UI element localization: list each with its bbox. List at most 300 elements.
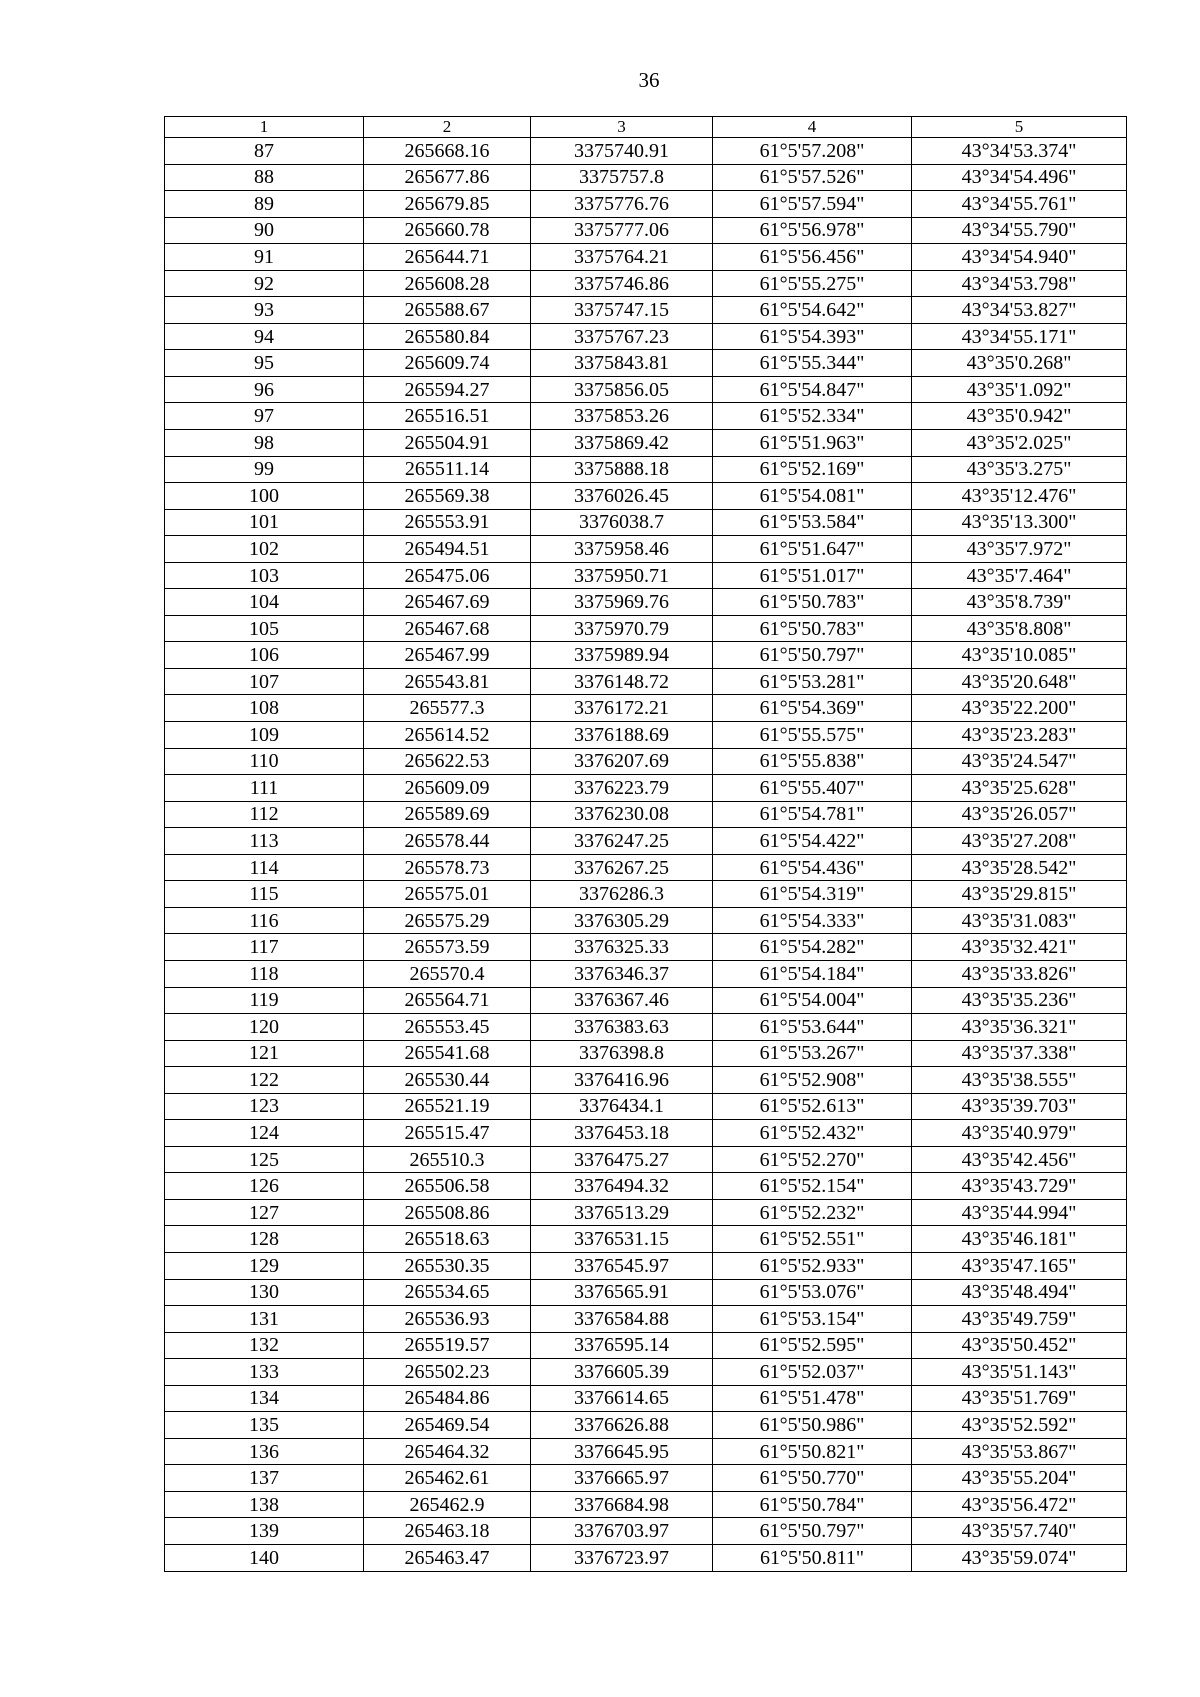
table-row	[165, 775, 1127, 802]
table-row	[165, 1014, 1127, 1041]
y-coordinate-cell: 3376172.21	[531, 695, 713, 722]
latitude-cell: 43°35'56.472"	[912, 1491, 1127, 1518]
x-coordinate-cell: 265515.47	[364, 1120, 531, 1147]
longitude-cell: 61°5'54.642"	[713, 297, 912, 324]
longitude-cell: 61°5'52.551"	[713, 1226, 912, 1253]
point-number-cell: 99	[165, 456, 364, 483]
latitude-cell: 43°35'44.994"	[912, 1199, 1127, 1226]
longitude-cell: 61°5'56.456"	[713, 244, 912, 271]
longitude-cell: 61°5'52.933"	[713, 1252, 912, 1279]
point-number-cell: 123	[165, 1093, 364, 1120]
x-coordinate-cell: 265543.81	[364, 668, 531, 695]
header-cell-y: 3	[531, 117, 713, 138]
x-coordinate-cell: 265502.23	[364, 1359, 531, 1386]
y-coordinate-cell: 3376703.97	[531, 1518, 713, 1545]
table-row	[165, 244, 1127, 271]
latitude-cell: 43°35'47.165"	[912, 1252, 1127, 1279]
table-row	[165, 297, 1127, 324]
table-row	[165, 509, 1127, 536]
x-coordinate-cell: 265534.65	[364, 1279, 531, 1306]
latitude-cell: 43°35'42.456"	[912, 1146, 1127, 1173]
x-coordinate-cell: 265573.59	[364, 934, 531, 961]
y-coordinate-cell: 3376475.27	[531, 1146, 713, 1173]
table-row	[165, 934, 1127, 961]
table-row	[165, 695, 1127, 722]
latitude-cell: 43°35'33.826"	[912, 960, 1127, 987]
longitude-cell: 61°5'54.319"	[713, 881, 912, 908]
y-coordinate-cell: 3375764.21	[531, 244, 713, 271]
y-coordinate-cell: 3376513.29	[531, 1199, 713, 1226]
x-coordinate-cell: 265508.86	[364, 1199, 531, 1226]
point-number-cell: 136	[165, 1438, 364, 1465]
table-row	[165, 668, 1127, 695]
latitude-cell: 43°35'2.025"	[912, 430, 1127, 457]
table-row	[165, 138, 1127, 165]
y-coordinate-cell: 3375740.91	[531, 138, 713, 165]
y-coordinate-cell: 3375970.79	[531, 615, 713, 642]
table-row	[165, 748, 1127, 775]
y-coordinate-cell: 3376346.37	[531, 960, 713, 987]
table-row	[165, 615, 1127, 642]
table-row	[165, 536, 1127, 563]
table-row	[165, 1544, 1127, 1571]
point-number-cell: 133	[165, 1359, 364, 1386]
longitude-cell: 61°5'53.076"	[713, 1279, 912, 1306]
x-coordinate-cell: 265511.14	[364, 456, 531, 483]
point-number-cell: 102	[165, 536, 364, 563]
longitude-cell: 61°5'50.821"	[713, 1438, 912, 1465]
table-row	[165, 562, 1127, 589]
point-number-cell: 127	[165, 1199, 364, 1226]
x-coordinate-cell: 265644.71	[364, 244, 531, 271]
point-number-cell: 122	[165, 1067, 364, 1094]
y-coordinate-cell: 3375853.26	[531, 403, 713, 430]
point-number-cell: 117	[165, 934, 364, 961]
y-coordinate-cell: 3376383.63	[531, 1014, 713, 1041]
x-coordinate-cell: 265530.35	[364, 1252, 531, 1279]
latitude-cell: 43°34'55.761"	[912, 191, 1127, 218]
y-coordinate-cell: 3376367.46	[531, 987, 713, 1014]
longitude-cell: 61°5'54.081"	[713, 483, 912, 510]
x-coordinate-cell: 265575.01	[364, 881, 531, 908]
latitude-cell: 43°35'26.057"	[912, 801, 1127, 828]
latitude-cell: 43°35'32.421"	[912, 934, 1127, 961]
longitude-cell: 61°5'52.908"	[713, 1067, 912, 1094]
x-coordinate-cell: 265530.44	[364, 1067, 531, 1094]
point-number-cell: 111	[165, 775, 364, 802]
table-row	[165, 164, 1127, 191]
longitude-cell: 61°5'54.333"	[713, 907, 912, 934]
latitude-cell: 43°35'23.283"	[912, 722, 1127, 749]
y-coordinate-cell: 3376325.33	[531, 934, 713, 961]
y-coordinate-cell: 3376230.08	[531, 801, 713, 828]
longitude-cell: 61°5'53.644"	[713, 1014, 912, 1041]
latitude-cell: 43°35'31.083"	[912, 907, 1127, 934]
x-coordinate-cell: 265516.51	[364, 403, 531, 430]
x-coordinate-cell: 265594.27	[364, 376, 531, 403]
table-row	[165, 881, 1127, 908]
latitude-cell: 43°35'10.085"	[912, 642, 1127, 669]
latitude-cell: 43°35'13.300"	[912, 509, 1127, 536]
table-row	[165, 403, 1127, 430]
point-number-cell: 116	[165, 907, 364, 934]
latitude-cell: 43°35'3.275"	[912, 456, 1127, 483]
x-coordinate-cell: 265475.06	[364, 562, 531, 589]
longitude-cell: 61°5'50.783"	[713, 589, 912, 616]
y-coordinate-cell: 3376665.97	[531, 1465, 713, 1492]
longitude-cell: 61°5'55.407"	[713, 775, 912, 802]
y-coordinate-cell: 3375767.23	[531, 323, 713, 350]
point-number-cell: 128	[165, 1226, 364, 1253]
table-row	[165, 376, 1127, 403]
latitude-cell: 43°35'20.648"	[912, 668, 1127, 695]
point-number-cell: 98	[165, 430, 364, 457]
latitude-cell: 43°35'52.592"	[912, 1412, 1127, 1439]
y-coordinate-cell: 3376305.29	[531, 907, 713, 934]
latitude-cell: 43°34'53.798"	[912, 270, 1127, 297]
latitude-cell: 43°35'40.979"	[912, 1120, 1127, 1147]
point-number-cell: 130	[165, 1279, 364, 1306]
x-coordinate-cell: 265589.69	[364, 801, 531, 828]
latitude-cell: 43°35'55.204"	[912, 1465, 1127, 1492]
longitude-cell: 61°5'50.797"	[713, 642, 912, 669]
table-row	[165, 1465, 1127, 1492]
table-row	[165, 722, 1127, 749]
longitude-cell: 61°5'54.436"	[713, 854, 912, 881]
point-number-cell: 132	[165, 1332, 364, 1359]
longitude-cell: 61°5'54.393"	[713, 323, 912, 350]
longitude-cell: 61°5'52.154"	[713, 1173, 912, 1200]
longitude-cell: 61°5'54.422"	[713, 828, 912, 855]
x-coordinate-cell: 265609.74	[364, 350, 531, 377]
table-row	[165, 589, 1127, 616]
point-number-cell: 104	[165, 589, 364, 616]
y-coordinate-cell: 3376605.39	[531, 1359, 713, 1386]
table-row	[165, 217, 1127, 244]
point-number-cell: 118	[165, 960, 364, 987]
point-number-cell: 105	[165, 615, 364, 642]
header-row	[165, 117, 1127, 138]
longitude-cell: 61°5'50.811"	[713, 1544, 912, 1571]
point-number-cell: 108	[165, 695, 364, 722]
y-coordinate-cell: 3375747.15	[531, 297, 713, 324]
latitude-cell: 43°35'35.236"	[912, 987, 1127, 1014]
longitude-cell: 61°5'53.584"	[713, 509, 912, 536]
longitude-cell: 61°5'53.267"	[713, 1040, 912, 1067]
y-coordinate-cell: 3375746.86	[531, 270, 713, 297]
header-cell-longitude: 4	[713, 117, 912, 138]
table-row	[165, 1146, 1127, 1173]
point-number-cell: 140	[165, 1544, 364, 1571]
table-row	[165, 323, 1127, 350]
y-coordinate-cell: 3375950.71	[531, 562, 713, 589]
longitude-cell: 61°5'54.781"	[713, 801, 912, 828]
x-coordinate-cell: 265679.85	[364, 191, 531, 218]
x-coordinate-cell: 265510.3	[364, 1146, 531, 1173]
point-number-cell: 134	[165, 1385, 364, 1412]
point-number-cell: 107	[165, 668, 364, 695]
coordinates-table	[164, 116, 1127, 1572]
longitude-cell: 61°5'51.017"	[713, 562, 912, 589]
latitude-cell: 43°35'24.547"	[912, 748, 1127, 775]
x-coordinate-cell: 265467.68	[364, 615, 531, 642]
y-coordinate-cell: 3376584.88	[531, 1306, 713, 1333]
table-row	[165, 854, 1127, 881]
y-coordinate-cell: 3376038.7	[531, 509, 713, 536]
latitude-cell: 43°35'7.464"	[912, 562, 1127, 589]
x-coordinate-cell: 265518.63	[364, 1226, 531, 1253]
latitude-cell: 43°35'46.181"	[912, 1226, 1127, 1253]
longitude-cell: 61°5'54.847"	[713, 376, 912, 403]
x-coordinate-cell: 265614.52	[364, 722, 531, 749]
x-coordinate-cell: 265588.67	[364, 297, 531, 324]
table-row	[165, 1093, 1127, 1120]
x-coordinate-cell: 265467.99	[364, 642, 531, 669]
header-cell-point: 1	[165, 117, 364, 138]
point-number-cell: 97	[165, 403, 364, 430]
latitude-cell: 43°34'55.171"	[912, 323, 1127, 350]
longitude-cell: 61°5'50.986"	[713, 1412, 912, 1439]
x-coordinate-cell: 265469.54	[364, 1412, 531, 1439]
y-coordinate-cell: 3376026.45	[531, 483, 713, 510]
latitude-cell: 43°35'36.321"	[912, 1014, 1127, 1041]
latitude-cell: 43°35'25.628"	[912, 775, 1127, 802]
header-cell-x: 2	[364, 117, 531, 138]
point-number-cell: 93	[165, 297, 364, 324]
longitude-cell: 61°5'53.154"	[713, 1306, 912, 1333]
longitude-cell: 61°5'55.838"	[713, 748, 912, 775]
point-number-cell: 115	[165, 881, 364, 908]
longitude-cell: 61°5'52.334"	[713, 403, 912, 430]
point-number-cell: 94	[165, 323, 364, 350]
table-row	[165, 1226, 1127, 1253]
x-coordinate-cell: 265541.68	[364, 1040, 531, 1067]
table-row	[165, 1332, 1127, 1359]
latitude-cell: 43°35'57.740"	[912, 1518, 1127, 1545]
y-coordinate-cell: 3375958.46	[531, 536, 713, 563]
table-row	[165, 1491, 1127, 1518]
y-coordinate-cell: 3376723.97	[531, 1544, 713, 1571]
x-coordinate-cell: 265578.44	[364, 828, 531, 855]
longitude-cell: 61°5'55.275"	[713, 270, 912, 297]
point-number-cell: 131	[165, 1306, 364, 1333]
longitude-cell: 61°5'55.575"	[713, 722, 912, 749]
table-row	[165, 1040, 1127, 1067]
latitude-cell: 43°35'38.555"	[912, 1067, 1127, 1094]
y-coordinate-cell: 3376626.88	[531, 1412, 713, 1439]
point-number-cell: 125	[165, 1146, 364, 1173]
longitude-cell: 61°5'57.594"	[713, 191, 912, 218]
y-coordinate-cell: 3376531.15	[531, 1226, 713, 1253]
table-row	[165, 1067, 1127, 1094]
x-coordinate-cell: 265504.91	[364, 430, 531, 457]
header-cell-latitude: 5	[912, 117, 1127, 138]
point-number-cell: 87	[165, 138, 364, 165]
y-coordinate-cell: 3375856.05	[531, 376, 713, 403]
x-coordinate-cell: 265462.9	[364, 1491, 531, 1518]
latitude-cell: 43°35'7.972"	[912, 536, 1127, 563]
table-row	[165, 430, 1127, 457]
point-number-cell: 110	[165, 748, 364, 775]
latitude-cell: 43°35'50.452"	[912, 1332, 1127, 1359]
latitude-cell: 43°35'39.703"	[912, 1093, 1127, 1120]
longitude-cell: 61°5'54.369"	[713, 695, 912, 722]
longitude-cell: 61°5'57.526"	[713, 164, 912, 191]
longitude-cell: 61°5'50.797"	[713, 1518, 912, 1545]
point-number-cell: 90	[165, 217, 364, 244]
latitude-cell: 43°35'51.769"	[912, 1385, 1127, 1412]
latitude-cell: 43°35'0.268"	[912, 350, 1127, 377]
longitude-cell: 61°5'52.037"	[713, 1359, 912, 1386]
latitude-cell: 43°35'1.092"	[912, 376, 1127, 403]
latitude-cell: 43°35'49.759"	[912, 1306, 1127, 1333]
table-row	[165, 483, 1127, 510]
page-number: 36	[638, 68, 660, 92]
x-coordinate-cell: 265609.09	[364, 775, 531, 802]
point-number-cell: 135	[165, 1412, 364, 1439]
latitude-cell: 43°35'48.494"	[912, 1279, 1127, 1306]
longitude-cell: 61°5'50.784"	[713, 1491, 912, 1518]
longitude-cell: 61°5'55.344"	[713, 350, 912, 377]
table-row	[165, 1438, 1127, 1465]
x-coordinate-cell: 265580.84	[364, 323, 531, 350]
y-coordinate-cell: 3376223.79	[531, 775, 713, 802]
latitude-cell: 43°35'43.729"	[912, 1173, 1127, 1200]
x-coordinate-cell: 265622.53	[364, 748, 531, 775]
table-row	[165, 350, 1127, 377]
point-number-cell: 119	[165, 987, 364, 1014]
x-coordinate-cell: 265521.19	[364, 1093, 531, 1120]
table-row	[165, 828, 1127, 855]
point-number-cell: 100	[165, 483, 364, 510]
x-coordinate-cell: 265463.18	[364, 1518, 531, 1545]
table-row	[165, 1252, 1127, 1279]
y-coordinate-cell: 3376494.32	[531, 1173, 713, 1200]
x-coordinate-cell: 265462.61	[364, 1465, 531, 1492]
y-coordinate-cell: 3376416.96	[531, 1067, 713, 1094]
latitude-cell: 43°35'12.476"	[912, 483, 1127, 510]
latitude-cell: 43°35'8.808"	[912, 615, 1127, 642]
table-row	[165, 1199, 1127, 1226]
longitude-cell: 61°5'52.613"	[713, 1093, 912, 1120]
point-number-cell: 114	[165, 854, 364, 881]
table-row	[165, 1518, 1127, 1545]
table-row	[165, 1359, 1127, 1386]
latitude-cell: 43°34'53.827"	[912, 297, 1127, 324]
y-coordinate-cell: 3376188.69	[531, 722, 713, 749]
table-row	[165, 270, 1127, 297]
longitude-cell: 61°5'52.432"	[713, 1120, 912, 1147]
point-number-cell: 96	[165, 376, 364, 403]
y-coordinate-cell: 3376645.95	[531, 1438, 713, 1465]
table-row	[165, 1412, 1127, 1439]
table-row	[165, 642, 1127, 669]
point-number-cell: 109	[165, 722, 364, 749]
point-number-cell: 92	[165, 270, 364, 297]
x-coordinate-cell: 265578.73	[364, 854, 531, 881]
table-row	[165, 907, 1127, 934]
point-number-cell: 103	[165, 562, 364, 589]
latitude-cell: 43°34'53.374"	[912, 138, 1127, 165]
point-number-cell: 139	[165, 1518, 364, 1545]
y-coordinate-cell: 3376207.69	[531, 748, 713, 775]
y-coordinate-cell: 3376545.97	[531, 1252, 713, 1279]
longitude-cell: 61°5'51.478"	[713, 1385, 912, 1412]
x-coordinate-cell: 265677.86	[364, 164, 531, 191]
y-coordinate-cell: 3376595.14	[531, 1332, 713, 1359]
latitude-cell: 43°35'28.542"	[912, 854, 1127, 881]
table-row	[165, 960, 1127, 987]
latitude-cell: 43°34'55.790"	[912, 217, 1127, 244]
latitude-cell: 43°35'51.143"	[912, 1359, 1127, 1386]
y-coordinate-cell: 3375888.18	[531, 456, 713, 483]
latitude-cell: 43°35'37.338"	[912, 1040, 1127, 1067]
y-coordinate-cell: 3376453.18	[531, 1120, 713, 1147]
y-coordinate-cell: 3375843.81	[531, 350, 713, 377]
latitude-cell: 43°35'53.867"	[912, 1438, 1127, 1465]
table-row	[165, 456, 1127, 483]
x-coordinate-cell: 265660.78	[364, 217, 531, 244]
x-coordinate-cell: 265463.47	[364, 1544, 531, 1571]
longitude-cell: 61°5'51.963"	[713, 430, 912, 457]
y-coordinate-cell: 3376614.65	[531, 1385, 713, 1412]
table-row	[165, 1173, 1127, 1200]
longitude-cell: 61°5'54.004"	[713, 987, 912, 1014]
longitude-cell: 61°5'52.232"	[713, 1199, 912, 1226]
x-coordinate-cell: 265553.91	[364, 509, 531, 536]
y-coordinate-cell: 3376247.25	[531, 828, 713, 855]
point-number-cell: 120	[165, 1014, 364, 1041]
longitude-cell: 61°5'53.281"	[713, 668, 912, 695]
longitude-cell: 61°5'56.978"	[713, 217, 912, 244]
y-coordinate-cell: 3376286.3	[531, 881, 713, 908]
table-row	[165, 1279, 1127, 1306]
point-number-cell: 124	[165, 1120, 364, 1147]
table-row	[165, 1385, 1127, 1412]
table-row	[165, 191, 1127, 218]
latitude-cell: 43°35'27.208"	[912, 828, 1127, 855]
latitude-cell: 43°35'0.942"	[912, 403, 1127, 430]
point-number-cell: 101	[165, 509, 364, 536]
table-row	[165, 1306, 1127, 1333]
y-coordinate-cell: 3376434.1	[531, 1093, 713, 1120]
x-coordinate-cell: 265668.16	[364, 138, 531, 165]
point-number-cell: 89	[165, 191, 364, 218]
x-coordinate-cell: 265464.32	[364, 1438, 531, 1465]
x-coordinate-cell: 265564.71	[364, 987, 531, 1014]
longitude-cell: 61°5'50.783"	[713, 615, 912, 642]
y-coordinate-cell: 3376148.72	[531, 668, 713, 695]
point-number-cell: 91	[165, 244, 364, 271]
latitude-cell: 43°34'54.940"	[912, 244, 1127, 271]
y-coordinate-cell: 3375989.94	[531, 642, 713, 669]
point-number-cell: 129	[165, 1252, 364, 1279]
y-coordinate-cell: 3376267.25	[531, 854, 713, 881]
x-coordinate-cell: 265494.51	[364, 536, 531, 563]
x-coordinate-cell: 265536.93	[364, 1306, 531, 1333]
x-coordinate-cell: 265608.28	[364, 270, 531, 297]
y-coordinate-cell: 3376684.98	[531, 1491, 713, 1518]
longitude-cell: 61°5'52.270"	[713, 1146, 912, 1173]
point-number-cell: 95	[165, 350, 364, 377]
longitude-cell: 61°5'54.184"	[713, 960, 912, 987]
point-number-cell: 137	[165, 1465, 364, 1492]
point-number-cell: 126	[165, 1173, 364, 1200]
point-number-cell: 121	[165, 1040, 364, 1067]
point-number-cell: 106	[165, 642, 364, 669]
y-coordinate-cell: 3375777.06	[531, 217, 713, 244]
table-row	[165, 987, 1127, 1014]
